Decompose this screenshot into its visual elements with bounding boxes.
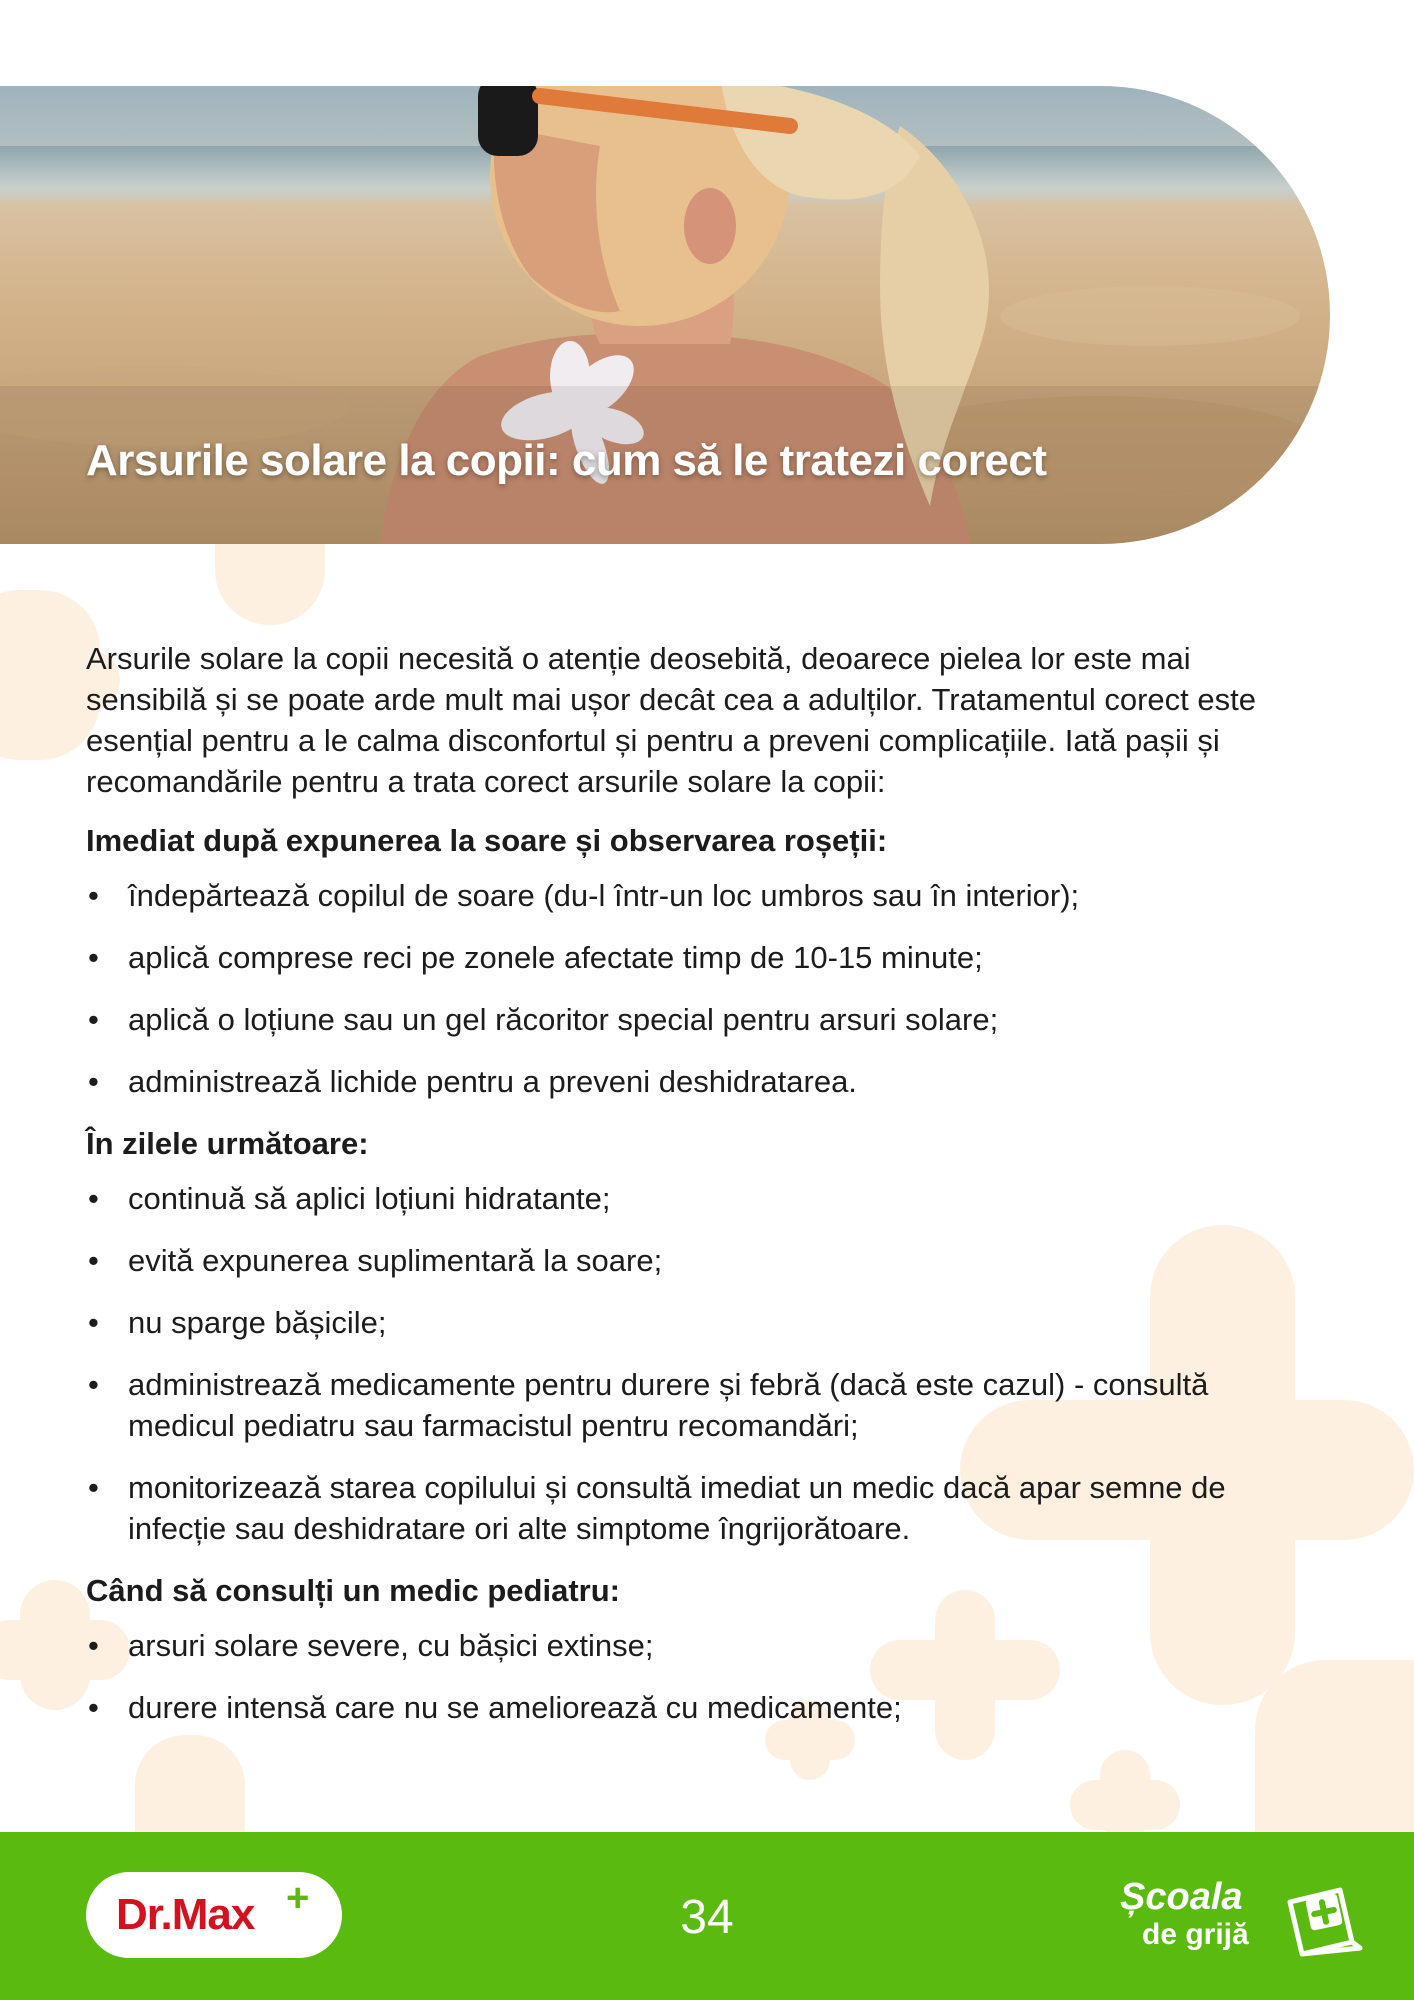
decorative-cross-shape [1070,1780,1180,1830]
hero-banner [0,86,1330,544]
drmax-logo-text: Dr.Max [116,1890,255,1939]
list-item: • nu sparge bășicile; [86,1302,1306,1343]
list-item: • durere intensă care nu se ameliorează cu medicamente; [86,1687,1306,1728]
list-item: • evită expunerea suplimentară la soare; [86,1240,1306,1281]
list-item: • îndepărtează copilul de soare (du-l într-un loc umbros sau în interior); [86,875,1306,916]
footer-bar [0,1832,1414,2000]
list-item: • monitorizează starea copilului și consultă imediat un medic dacă apar semne de infecție sau deshidratare ori alte simptome îngrijorătoare. [86,1467,1306,1549]
intro-paragraph: Arsurile solare la copii necesită o atenție deosebită, deoarece pielea lor este mai sensibilă și se poate arde mult mai ușor decât cea a adulților. Tratamentul corect este esențial pentru a le calma disconfortul și pentru a preveni complicațiile. Iată pașii și recomandările pentru a trata corect arsurile solare la copii: [86,641,1256,799]
list-item: • aplică o loțiune sau un gel răcoritor special pentru arsuri solare; [86,999,1306,1040]
decorative-cross-shape [215,530,325,625]
article-body [86,638,1306,1749]
scoala-de-grija-logo [1120,1876,1370,1966]
list-item: • continuă să aplici loțiuni hidratante; [86,1178,1306,1219]
decorative-cross-shape [135,1735,245,1835]
scoala-logo-line1: Școala [1120,1876,1243,1918]
list-see-doctor [86,1625,1306,1728]
list-following-days [86,1178,1306,1549]
section-heading-following-days: În zilele următoare: [86,1126,369,1161]
list-item: • arsuri solare severe, cu bășici extinse; [86,1625,1306,1666]
list-item: • administrează lichide pentru a preveni deshidratarea. [86,1061,1306,1102]
section-heading-see-doctor: Când să consulți un medic pediatru: [86,1573,620,1608]
page-number: 34 [680,1891,734,1944]
list-item: • aplică comprese reci pe zonele afectate timp de 10-15 minute; [86,937,1306,978]
section-heading-immediate: Imediat după expunerea la soare și observarea roșeții: [86,823,888,858]
list-immediate [86,875,1306,1102]
scoala-logo-line2: de grijă [1142,1918,1249,1951]
list-item: • administrează medicamente pentru durere și febră (dacă este cazul) - consultă medicul pediatru sau farmacistul pentru recomandări; [86,1364,1306,1446]
page-title: Arsurile solare la copii: cum să le tratezi corect [86,436,1047,485]
drmax-plus-icon: + [286,1876,310,1920]
book-plus-icon [1280,1882,1370,1962]
